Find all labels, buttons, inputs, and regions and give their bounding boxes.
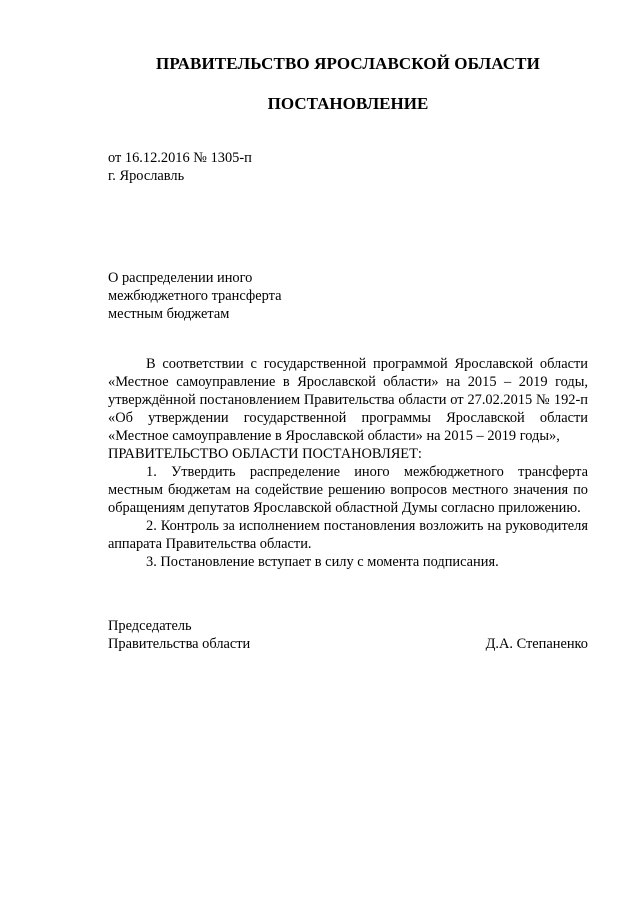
subject-line: О распределении иного (108, 270, 253, 286)
document-meta (108, 149, 252, 185)
subject-line: межбюджетного трансферта (108, 288, 282, 304)
signer-title-line2: Правительства области (108, 636, 251, 652)
document-subject (108, 269, 281, 323)
decree-item: 3. Постановление вступает в силу с момента подписания. (146, 554, 499, 570)
government-title: ПРАВИТЕЛЬСТВО ЯРОСЛАВСКОЙ ОБЛАСТИ (156, 54, 540, 73)
document-body (108, 355, 588, 571)
signer-title-line1: Председатель (108, 618, 192, 634)
city: г. Ярославль (108, 168, 185, 184)
document-type: ПОСТАНОВЛЕНИЕ (267, 94, 429, 113)
decree-item: 2. Контроль за исполнением постановления возложить на руководителя аппарата Правительства области. (108, 518, 588, 552)
preamble-paragraph: В соответствии с государственной программой Ярославской области «Местное самоуправление в Ярославской области» на 2015 – 2019 годы, утверждённой постановлением Правительства области от 27.02.2015 № 192-п «Об утверждении государственной программы Ярославской области «Местное самоуправление в Ярославской области» на 2015 – 2019 годы», (108, 356, 588, 444)
signer-name: Д.А. Степаненко (485, 636, 588, 652)
decree-line: ПРАВИТЕЛЬСТВО ОБЛАСТИ ПОСТАНОВЛЯЕТ: (108, 446, 422, 462)
subject-line: местным бюджетам (108, 306, 230, 322)
date-number: от 16.12.2016 № 1305-п (108, 150, 252, 166)
signature-row (108, 635, 588, 653)
decree-item: 1. Утвердить распределение иного межбюджетного трансферта местным бюджетам на содействие решению вопросов местного значения по обращениям депутатов Ярославской областной Думы согласно приложению. (108, 464, 588, 516)
signature-block (108, 617, 588, 653)
